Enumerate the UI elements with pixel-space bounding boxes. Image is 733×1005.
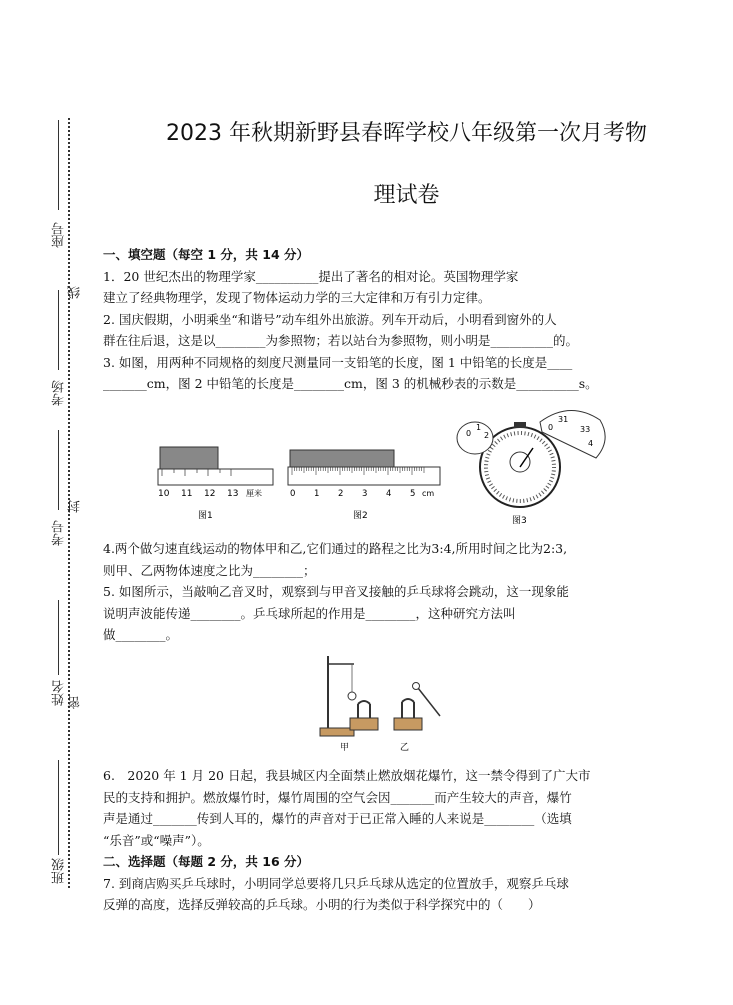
q4-q5-block [103,538,663,646]
seat-label: 座号 [52,222,67,248]
zoom-small-2: 2 [484,431,490,440]
zoom-big-0: 0 [548,423,554,432]
exam-no-label: 考号 [52,520,67,546]
q6-line1: 6. 2020 年 1 月 20 日起，我县城区内全面禁止燃放烟花爆竹，这一禁令得到了广大市 [103,768,591,783]
line-mark: 线 [68,286,83,299]
ruler1-tick-11: 11 [181,489,193,499]
class-blank-line [58,760,59,855]
base-left [320,728,354,736]
exam-no-blank-line [58,430,59,510]
q2-line1: 2. 国庆假期，小明乘坐“和谐号”动车组外出旅游。列车开动后，小明看到窗外的人 [103,311,557,327]
q6-line2: 民的支持和拥护。燃放爆竹时，爆竹周围的空气会因_______而产生较大的声音，爆竹 [103,789,572,805]
ruler2-unit: cm [422,489,435,498]
q5-figure [310,648,450,758]
ruler2-tick-0: 0 [290,489,296,499]
q6-line4: “乐音”或“噪声”）。 [103,832,210,848]
fig1-caption: 图1 [198,511,213,521]
q3-line1: 3. 如图，用两种不同规格的刻度尺测量同一支铅笔的长度，图 1 中铅笔的长度是____ [103,354,573,370]
name-blank-line [58,600,59,675]
class-label: 班级 [52,858,67,884]
fig2-caption: 图2 [353,511,368,521]
fork-a [358,701,370,718]
q6-q7-block [103,765,663,916]
fork-a-label: 甲 [340,743,350,753]
mallet-stick [418,688,440,716]
q4-line1: 4.两个做匀速直线运动的物体甲和乙,它们通过的路程之比为3:4,所用时间之比为2:3, [103,541,568,556]
mallet-head [413,683,420,690]
ruler1-tick-13: 13 [227,489,239,499]
ruler1-unit: 厘米 [246,489,262,498]
ruler2-tick-3: 3 [362,489,368,499]
pencil-1 [160,447,218,469]
ruler-1-body [158,469,273,485]
ping-pong-ball [348,692,356,700]
room-label: 考场 [52,380,67,406]
q1-line2: 建立了经典物理学，发现了物体运动力学的三大定律和万有引力定律。 [103,290,491,305]
q7-line2: 反弹的高度，选择反弹较高的乒乓球。小明的行为类似于科学探究中的（ ） [103,897,541,912]
zoom-big-4: 4 [588,439,594,448]
zoom-big-33: 33 [580,425,591,434]
fig3-caption: 图3 [512,516,527,526]
q3-figure [150,400,620,530]
section1-block [103,244,663,395]
box-a [350,718,378,730]
section1-heading: 一、填空题（每空 1 分，共 14 分） [103,247,310,262]
q4-line2: 则甲、乙两物体速度之比为________； [103,562,316,578]
fork-b-label: 乙 [400,743,410,753]
ruler-2 [288,450,440,521]
zoom-big-31: 31 [558,415,569,424]
stopwatch [457,410,605,526]
stopwatch-minute-dial [510,452,530,472]
q6-line3: 声是通过_______传到人耳的，爆竹的声音对于已正常入睡的人来说是________（选填 [103,811,572,826]
q2-line2: 群在往后退，这是以________为参照物；若以站台为参照物，则小明是__________的。 [103,333,579,348]
zoom-small-0: 0 [466,429,472,438]
stopwatch-crown [514,422,526,428]
fork-b [402,699,414,718]
room-blank-line [58,290,59,370]
exam-title-line1: 2023 年秋期新野县春晖学校八年级第一次月考物 [166,121,647,146]
q5-line1: 5. 如图所示，当敲响乙音叉时，观察到与甲音叉接触的乒乓球将会跳动，这一现象能 [103,584,569,599]
ruler2-tick-2: 2 [338,489,344,499]
ruler2-tick-4: 4 [386,489,392,499]
q3-line2: _______cm，图 2 中铅笔的长度是________cm，图 3 的机械秒表的示数是__________s。 [103,376,598,391]
ruler1-tick-12: 12 [204,489,216,499]
seal-mark: 封 [68,500,83,513]
q1-line1: 1．20 世纪杰出的物理学家__________提出了著名的相对论。英国物理学家 [103,268,519,284]
ruler2-tick-5: 5 [410,489,416,499]
exam-title-line2: 理试卷 [373,183,440,208]
name-label: 姓名 [52,680,67,706]
ruler2-tick-1: 1 [314,489,320,499]
ruler1-tick-10: 10 [158,489,170,499]
box-b [394,718,422,730]
secret-mark: 密 [68,696,83,709]
ruler-1 [158,447,273,521]
q5-line2: 说明声波能传递________。乒乓球所起的作用是________，这种研究方法叫 [103,605,516,621]
zoom-small-1: 1 [476,423,482,432]
q7-line1: 7. 到商店购买乒乓球时，小明同学总要将几只乒乓球从选定的位置放手，观察乒乓球 [103,875,569,891]
q5-line3: 做________。 [103,627,179,642]
pencil-2 [290,450,394,467]
section2-heading: 二、选择题（每题 2 分，共 16 分） [103,854,310,869]
